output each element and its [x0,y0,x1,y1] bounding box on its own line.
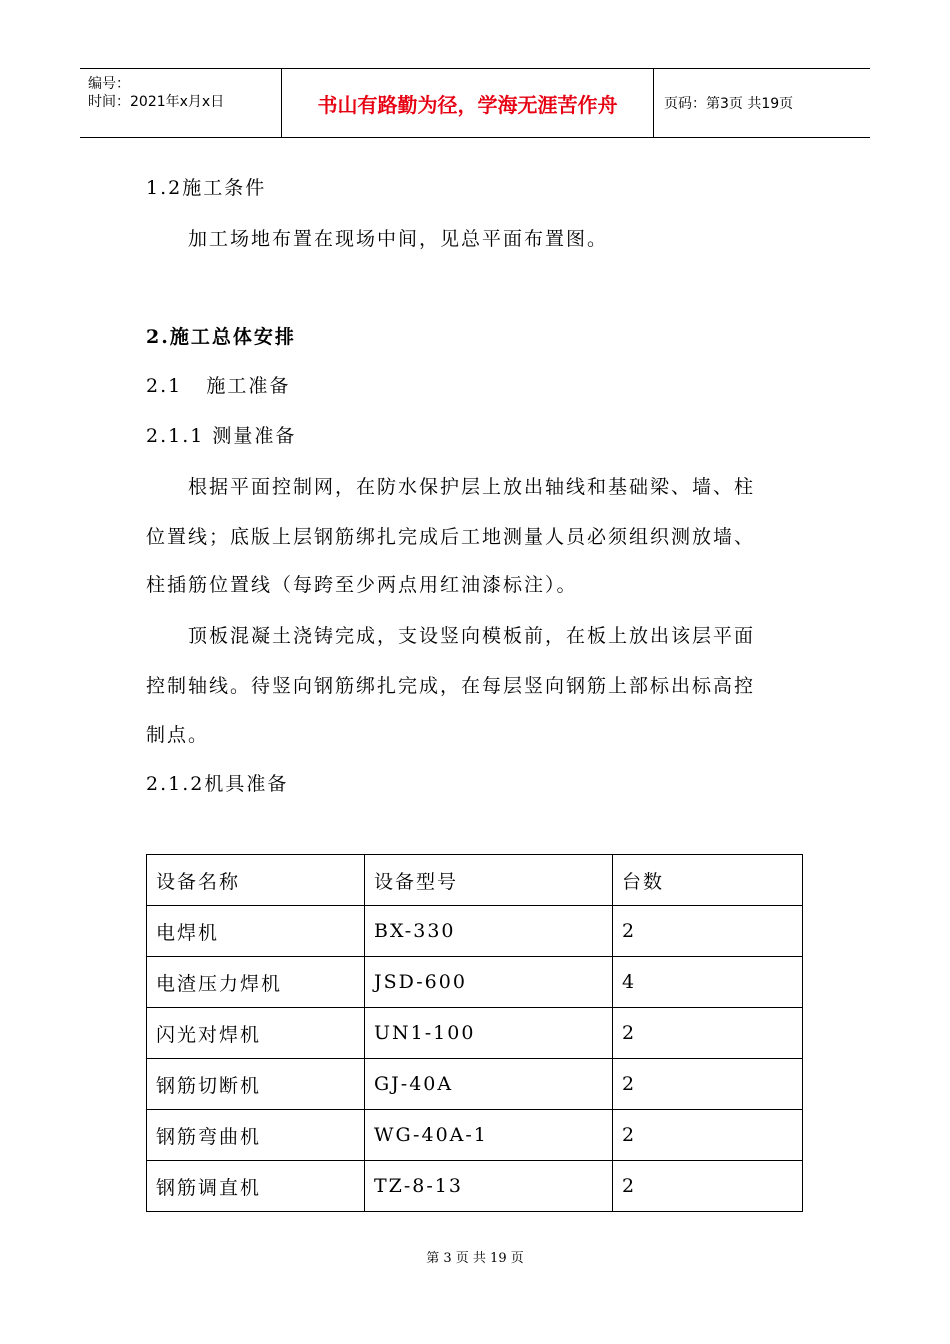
table-row [147,1161,803,1212]
document-header [80,68,870,138]
cell-model: UN1-100 [365,1008,613,1059]
cell-name: 电渣压力焊机 [147,957,365,1008]
cell-name: 钢筋切断机 [147,1059,365,1110]
section-1-2-title: 1.2施工条件 [146,177,267,199]
date-label: 时间：2021年x月x日 [88,94,225,110]
cell-model: WG-40A-1 [365,1110,613,1161]
cell-count: 2 [613,906,803,957]
table-row [147,1110,803,1161]
table-header-row [147,855,803,906]
cell-name: 电焊机 [147,906,365,957]
equipment-table [146,854,803,1212]
number-label: 编号： [88,76,130,92]
paragraph-2-line-2: 控制轴线。待竖向钢筋绑扎完成，在每层竖向钢筋上部标出标高控 [146,675,756,697]
header-cell-count: 台数 [613,855,803,906]
section-2-title: 2.施工总体安排 [146,326,296,348]
cell-name: 闪光对焊机 [147,1008,365,1059]
cell-count: 2 [613,1110,803,1161]
header-cell-model: 设备型号 [365,855,613,906]
section-2-1-1-title: 2.1.1 测量准备 [146,425,297,447]
section-2-1-2-title: 2.1.2机具准备 [146,773,289,795]
header-cell-name: 设备名称 [147,855,365,906]
page-footer: 第 3 页 共 19 页 [426,1251,524,1266]
cell-model: TZ-8-13 [365,1161,613,1212]
section-1-2-text: 加工场地布置在现场中间，见总平面布置图。 [188,228,609,250]
paragraph-2-line-1: 顶板混凝土浇铸完成，支设竖向模板前，在板上放出该层平面 [188,625,756,647]
paragraph-2-line-3: 制点。 [146,724,210,746]
header-page-info: 页码：第3页 共19页 [664,96,794,112]
cell-count: 2 [613,1161,803,1212]
paragraph-1-line-1: 根据平面控制网，在防水保护层上放出轴线和基础梁、墙、柱 [188,476,756,498]
paragraph-1-line-2: 位置线；底版上层钢筋绑扎完成后工地测量人员必须组织测放墙、 [146,526,756,548]
table-row [147,1059,803,1110]
paragraph-1-line-3: 柱插筋位置线（每跨至少两点用红油漆标注）。 [146,574,578,596]
section-2-1-title: 2.1 施工准备 [146,375,291,397]
table-row [147,1008,803,1059]
table-row [147,906,803,957]
table-row [147,957,803,1008]
cell-count: 2 [613,1008,803,1059]
cell-model: BX-330 [365,906,613,957]
cell-name: 钢筋调直机 [147,1161,365,1212]
header-motto: 书山有路勤为径，学海无涯苦作舟 [282,69,654,137]
cell-name: 钢筋弯曲机 [147,1110,365,1161]
header-meta-cell [80,69,282,137]
cell-count: 2 [613,1059,803,1110]
cell-model: GJ-40A [365,1059,613,1110]
cell-model: JSD-600 [365,957,613,1008]
cell-count: 4 [613,957,803,1008]
